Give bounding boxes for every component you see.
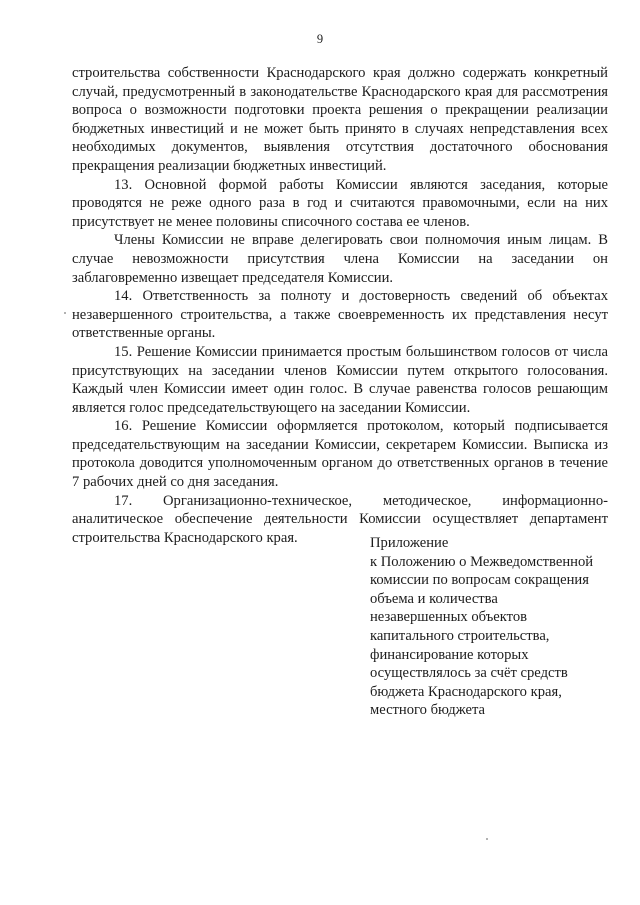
paragraph-17-support: 17. Организационно-техническое, методическое, информационно-аналитическое обеспечение деятельности Комиссии осуществляет департамент строительства Краснодарского края. — [72, 492, 608, 546]
paragraph-13-meetings: 13. Основной формой работы Комиссии являются заседания, которые проводятся не реже одного раза в год и считаются правомочными, если на них присутствует не менее половины списочного состава ее членов. — [72, 176, 608, 230]
paragraph-16-protocol: 16. Решение Комиссии оформляется протоколом, который подписывается председательствующим на заседании Комиссии, секретарем Комиссии. Выписка из протокола доводится уполномоченным органом до ответственных органов в течение 7 рабочих дней со дня заседания. — [72, 418, 608, 491]
appendix-line: к Положению о Межведомственной — [370, 553, 594, 570]
page-number: 9 — [316, 32, 324, 46]
scan-speck — [64, 312, 66, 314]
appendix-line: местного бюджета — [370, 702, 486, 719]
scan-speck — [486, 838, 488, 840]
paragraph-14-responsibility: 14. Ответственность за полноту и достоверность сведений об объектах незавершенного строительства, а также своевременность их представления несут ответственные органы. — [72, 288, 608, 342]
appendix-line: осуществлялось за счёт средств — [370, 665, 568, 682]
appendix-line: финансирование которых — [370, 646, 529, 663]
appendix-line: комиссии по вопросам сокращения — [370, 572, 589, 589]
body-text — [72, 64, 608, 547]
paragraph-continuation: строительства собственности Краснодарского края должно содержать конкретный случай, предусмотренный в законодательстве Краснодарского края для рассмотрения вопроса о возможности подготовки проекта решения о прекращении реализации бюджетных инвестиций и не может быть принято в случаях непредставления всех необходимых документов, выявления отсутствия достаточного обоснования прекращения реализации бюджетных инвестиций. — [72, 65, 608, 174]
appendix-line: бюджета Краснодарского края, — [370, 683, 562, 700]
appendix-title: Приложение — [370, 535, 449, 551]
appendix-line: капитального строительства, — [370, 627, 550, 644]
appendix-line: незавершенных объектов — [370, 609, 528, 626]
appendix-block — [370, 534, 618, 720]
appendix-line: объема и количества — [370, 590, 498, 607]
paragraph-15-voting: 15. Решение Комиссии принимается простым большинством голосов от числа присутствующих на заседании членов Комиссии путем открытого голосования. Каждый член Комиссии имеет один голос. В случае равенства голосов решающим является голос председательствующего на заседании Комиссии. — [72, 343, 608, 416]
paragraph-13-delegation: Члены Комиссии не вправе делегировать свои полномочия иным лицам. В случае невозможности присутствия члена Комиссии на заседании он заблаговременно извещает председателя Комиссии. — [72, 232, 608, 286]
